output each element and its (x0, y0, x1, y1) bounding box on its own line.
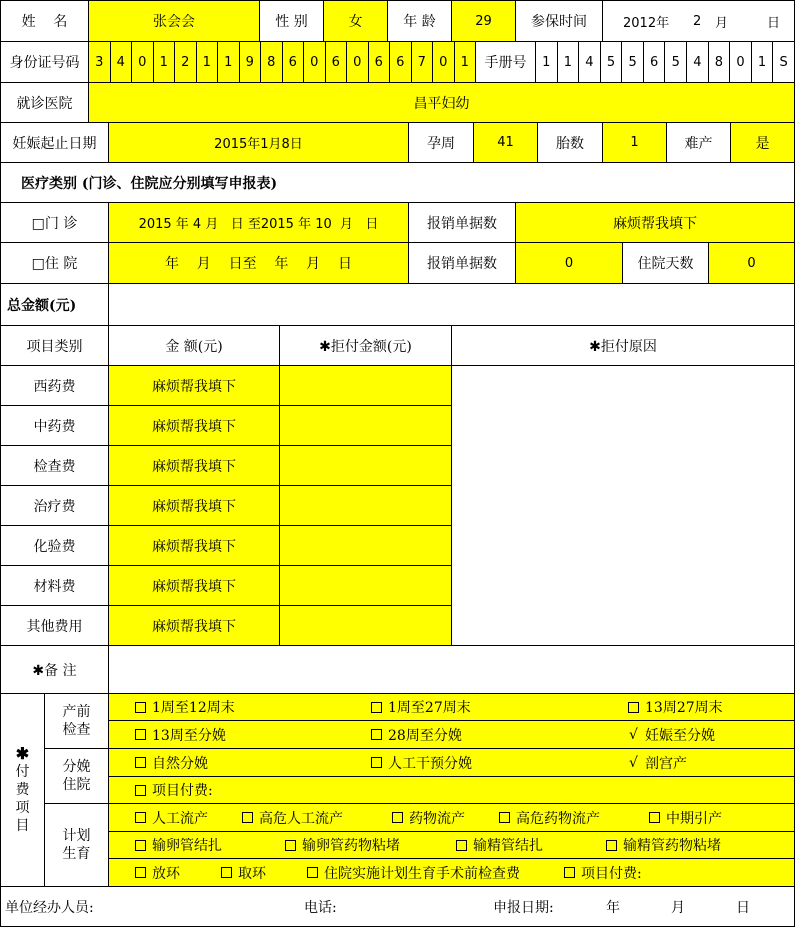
family-planning-label: 计划 生育 (45, 804, 109, 887)
pay-star: ✱ (15, 744, 30, 763)
cost-item-refuse-amount[interactable] (280, 526, 452, 566)
option-iud-removal[interactable]: 取环 (221, 859, 266, 886)
cost-item-refuse-amount[interactable] (280, 406, 452, 446)
delivery-options-row1 (109, 749, 795, 777)
digit-cell[interactable]: 9 (240, 42, 262, 82)
option-28-weeks-to-delivery[interactable]: 28周至分娩 (371, 721, 462, 748)
option-1-12-weeks[interactable]: 1周至12周末 (135, 694, 235, 720)
option-induced-abortion[interactable]: 人工流产 (135, 804, 208, 831)
checkbox-icon (499, 812, 510, 823)
checkbox-icon (135, 840, 146, 851)
checkbox-icon (371, 729, 382, 740)
declare-day: 日 (736, 899, 750, 916)
cost-item-name: 中药费 (0, 406, 109, 446)
digit-cell[interactable]: 1 (197, 42, 219, 82)
checkbox-icon (307, 867, 318, 878)
digit-cell[interactable]: 6 (283, 42, 305, 82)
option-medical-abortion[interactable]: 药物流产 (392, 804, 465, 831)
option-high-risk-medical-abortion[interactable]: 高危药物流产 (499, 804, 600, 831)
digit-cell[interactable]: 2 (175, 42, 197, 82)
checkbox-icon (564, 867, 575, 878)
cost-item-amount[interactable]: 麻烦帮我填下 (109, 526, 280, 566)
cost-item-amount[interactable]: 麻烦帮我填下 (109, 606, 280, 646)
checkbox-icon (135, 785, 146, 796)
option-preop-exam-fee[interactable]: 住院实施计划生育手术前检查费 (307, 859, 520, 886)
id-number-label: 身份证号码 (0, 42, 89, 83)
digit-cell[interactable]: 5 (622, 42, 644, 82)
digit-cell[interactable]: 0 (132, 42, 154, 82)
digit-cell[interactable]: 8 (709, 42, 731, 82)
declare-month: 月 (671, 899, 685, 916)
declare-date-label: 申报日期: (493, 899, 554, 916)
id-number-field[interactable] (89, 42, 476, 83)
cost-item-name: 治疗费 (0, 486, 109, 526)
digit-cell[interactable]: 0 (433, 42, 455, 82)
option-mid-term-induction[interactable]: 中期引产 (649, 804, 722, 831)
prenatal-label: 产前 检查 (45, 694, 109, 749)
checkbox-icon (135, 812, 146, 823)
cost-item-amount[interactable]: 麻烦帮我填下 (109, 446, 280, 486)
hospital-value[interactable]: 昌平妇幼 (89, 83, 795, 123)
inpatient-days-label: 住院天数 (623, 243, 709, 284)
digit-cell[interactable]: 8 (261, 42, 283, 82)
cost-item-amount[interactable]: 麻烦帮我填下 (109, 366, 280, 406)
option-assisted-delivery[interactable]: 人工干预分娩 (371, 749, 472, 776)
checkbox-icon (242, 812, 253, 823)
option-13-weeks-to-delivery[interactable]: 13周至分娩 (135, 721, 226, 748)
gender-label: 性 别 (260, 0, 324, 42)
delivery-label: 分娩 住院 (45, 749, 109, 804)
name-value[interactable]: 张会会 (89, 0, 260, 42)
checkbox-icon (221, 867, 232, 878)
medical-category-title: 医疗类别 (门诊、住院应分别填写申报表) (0, 163, 795, 203)
digit-cell[interactable]: 1 (558, 42, 580, 82)
option-vas-occlusion[interactable]: 输精管药物粘堵 (606, 832, 721, 858)
digit-cell[interactable]: 6 (644, 42, 666, 82)
digit-cell[interactable]: 3 (89, 42, 111, 82)
option-vasectomy[interactable]: 输精管结扎 (456, 832, 543, 858)
insure-time-value[interactable]: 2012年 2 月 日 (603, 0, 795, 42)
checkbox-icon (456, 840, 467, 851)
digit-cell[interactable]: S (779, 54, 788, 70)
prenatal-options-row1 (109, 694, 795, 721)
pregnancy-period-label: 妊娠起止日期 (0, 123, 109, 163)
cost-category-header: 项目类别 (0, 326, 109, 366)
digit-cell[interactable]: 6 (390, 42, 412, 82)
option-13-27-weeks[interactable]: 13周27周末 (628, 694, 723, 720)
phone-label: 电话: (304, 899, 337, 916)
remark-field[interactable] (109, 646, 795, 694)
option-natural-delivery[interactable]: 自然分娩 (135, 749, 208, 776)
checkbox-icon (135, 757, 146, 768)
cost-item-refuse-amount[interactable] (280, 566, 452, 606)
checkbox-icon (606, 840, 617, 851)
handler-label: 单位经办人员: (5, 899, 94, 916)
gender-value[interactable]: 女 (324, 0, 388, 42)
id-digits (89, 42, 475, 82)
footer-row (0, 887, 795, 927)
checkbox-icon (371, 702, 382, 713)
option-cesarean[interactable]: √ 剖宫产 (629, 754, 687, 772)
cost-item-refuse-amount[interactable] (280, 606, 452, 646)
outpatient-checkbox[interactable]: □门 诊 (0, 203, 109, 243)
pregnancy-period-value[interactable]: 2015年1月8日 (109, 123, 409, 163)
declare-year: 年 (606, 899, 620, 916)
inpatient-checkbox[interactable]: □住 院 (0, 243, 109, 284)
delivery-options-row2 (109, 777, 795, 804)
prenatal-options-row2 (109, 721, 795, 749)
planning-options-row2 (109, 832, 795, 859)
outpatient-receipt-label: 报销单据数 (409, 203, 516, 243)
refuse-amount-header: ✱拒付金额(元) (280, 326, 452, 366)
fetus-count-label: 胎数 (538, 123, 603, 163)
planning-options-row1 (109, 804, 795, 832)
booklet-number-label: 手册号 (476, 42, 536, 83)
check-mark-icon: √ (629, 726, 638, 743)
cost-item-amount[interactable]: 麻烦帮我填下 (109, 566, 280, 606)
digit-cell[interactable]: 1 (536, 42, 558, 82)
remark-label: ✱备 注 (0, 646, 109, 694)
pay-items-label: ✱ 付 费 项 目 (0, 694, 45, 887)
planning-options-row3 (109, 859, 795, 887)
digit-cell[interactable]: 1 (154, 42, 176, 82)
cost-item-name: 其他费用 (0, 606, 109, 646)
option-item-payment-planning[interactable]: 项目付费: (564, 859, 642, 886)
digit-cell[interactable]: 6 (326, 42, 348, 82)
option-high-risk-abortion[interactable]: 高危人工流产 (242, 804, 343, 831)
cost-item-name: 西药费 (0, 366, 109, 406)
digit-cell[interactable]: 0 (347, 42, 369, 82)
digit-cell[interactable]: 0 (304, 42, 326, 82)
cost-item-amount[interactable]: 麻烦帮我填下 (109, 486, 280, 526)
option-tubal-ligation[interactable]: 输卵管结扎 (135, 832, 222, 858)
digit-cell[interactable]: 5 (601, 42, 623, 82)
checkbox-icon (135, 702, 146, 713)
option-1-27-weeks[interactable]: 1周至27周末 (371, 694, 471, 720)
option-pregnancy-to-delivery[interactable]: √ 妊娠至分娩 (629, 726, 715, 744)
cost-item-name: 化验费 (0, 526, 109, 566)
gestation-week-label: 孕周 (409, 123, 474, 163)
dystocia-value[interactable]: 是 (731, 123, 795, 163)
cost-item-refuse-amount[interactable] (280, 366, 452, 406)
outpatient-dates[interactable]: 2015 年 4 月 日 至2015 年 10 月 日 (109, 203, 409, 243)
age-value[interactable]: 29 (452, 0, 516, 42)
cost-item-refuse-amount[interactable] (280, 486, 452, 526)
check-mark-icon: √ (629, 754, 638, 771)
digit-cell[interactable]: 4 (579, 42, 601, 82)
total-amount-label: 总金额(元) (0, 284, 109, 326)
inpatient-days-value[interactable]: 0 (709, 243, 795, 284)
digit-cell[interactable]: 4 (687, 42, 709, 82)
gestation-week-value[interactable]: 41 (474, 123, 538, 163)
insure-time-label: 参保时间 (516, 0, 603, 42)
checkbox-icon (649, 812, 660, 823)
option-item-payment[interactable]: 项目付费: (135, 777, 213, 803)
cost-item-refuse-amount[interactable] (280, 446, 452, 486)
dystocia-label: 难产 (667, 123, 731, 163)
name-label: 姓 名 (0, 0, 89, 42)
fetus-count-value[interactable]: 1 (603, 123, 667, 163)
outpatient-receipt-value[interactable]: 麻烦帮我填下 (516, 203, 795, 243)
digit-cell[interactable]: 7 (412, 42, 434, 82)
digit-cell[interactable]: 1 (752, 42, 774, 82)
age-label: 年 龄 (388, 0, 452, 42)
inpatient-receipt-label: 报销单据数 (409, 243, 516, 284)
checkbox-icon (135, 867, 146, 878)
cost-item-amount[interactable]: 麻烦帮我填下 (109, 406, 280, 446)
refuse-reason-field[interactable] (452, 366, 795, 646)
option-iud-insertion[interactable]: 放环 (135, 859, 180, 886)
total-amount-value[interactable] (109, 284, 795, 326)
booklet-number-field[interactable] (536, 42, 795, 83)
hospital-label: 就诊医院 (0, 83, 89, 123)
cost-item-name: 材料费 (0, 566, 109, 606)
digit-cell[interactable]: 1 (460, 54, 469, 70)
checkbox-icon (135, 729, 146, 740)
digit-cell[interactable]: 6 (369, 42, 391, 82)
digit-cell[interactable]: 1 (218, 42, 240, 82)
refuse-reason-header: ✱拒付原因 (452, 326, 795, 366)
checkbox-icon (628, 702, 639, 713)
option-tubal-occlusion[interactable]: 输卵管药物粘堵 (285, 832, 400, 858)
cost-item-name: 检查费 (0, 446, 109, 486)
inpatient-receipt-value[interactable]: 0 (516, 243, 623, 284)
checkbox-icon (285, 840, 296, 851)
digit-cell[interactable]: 0 (730, 42, 752, 82)
digit-cell[interactable]: 5 (665, 42, 687, 82)
inpatient-dates[interactable]: 年 月 日至 年 月 日 (109, 243, 409, 284)
cost-amount-header: 金 额(元) (109, 326, 280, 366)
checkbox-icon (392, 812, 403, 823)
checkbox-icon (371, 757, 382, 768)
digit-cell[interactable]: 4 (111, 42, 133, 82)
booklet-digits (536, 42, 794, 82)
